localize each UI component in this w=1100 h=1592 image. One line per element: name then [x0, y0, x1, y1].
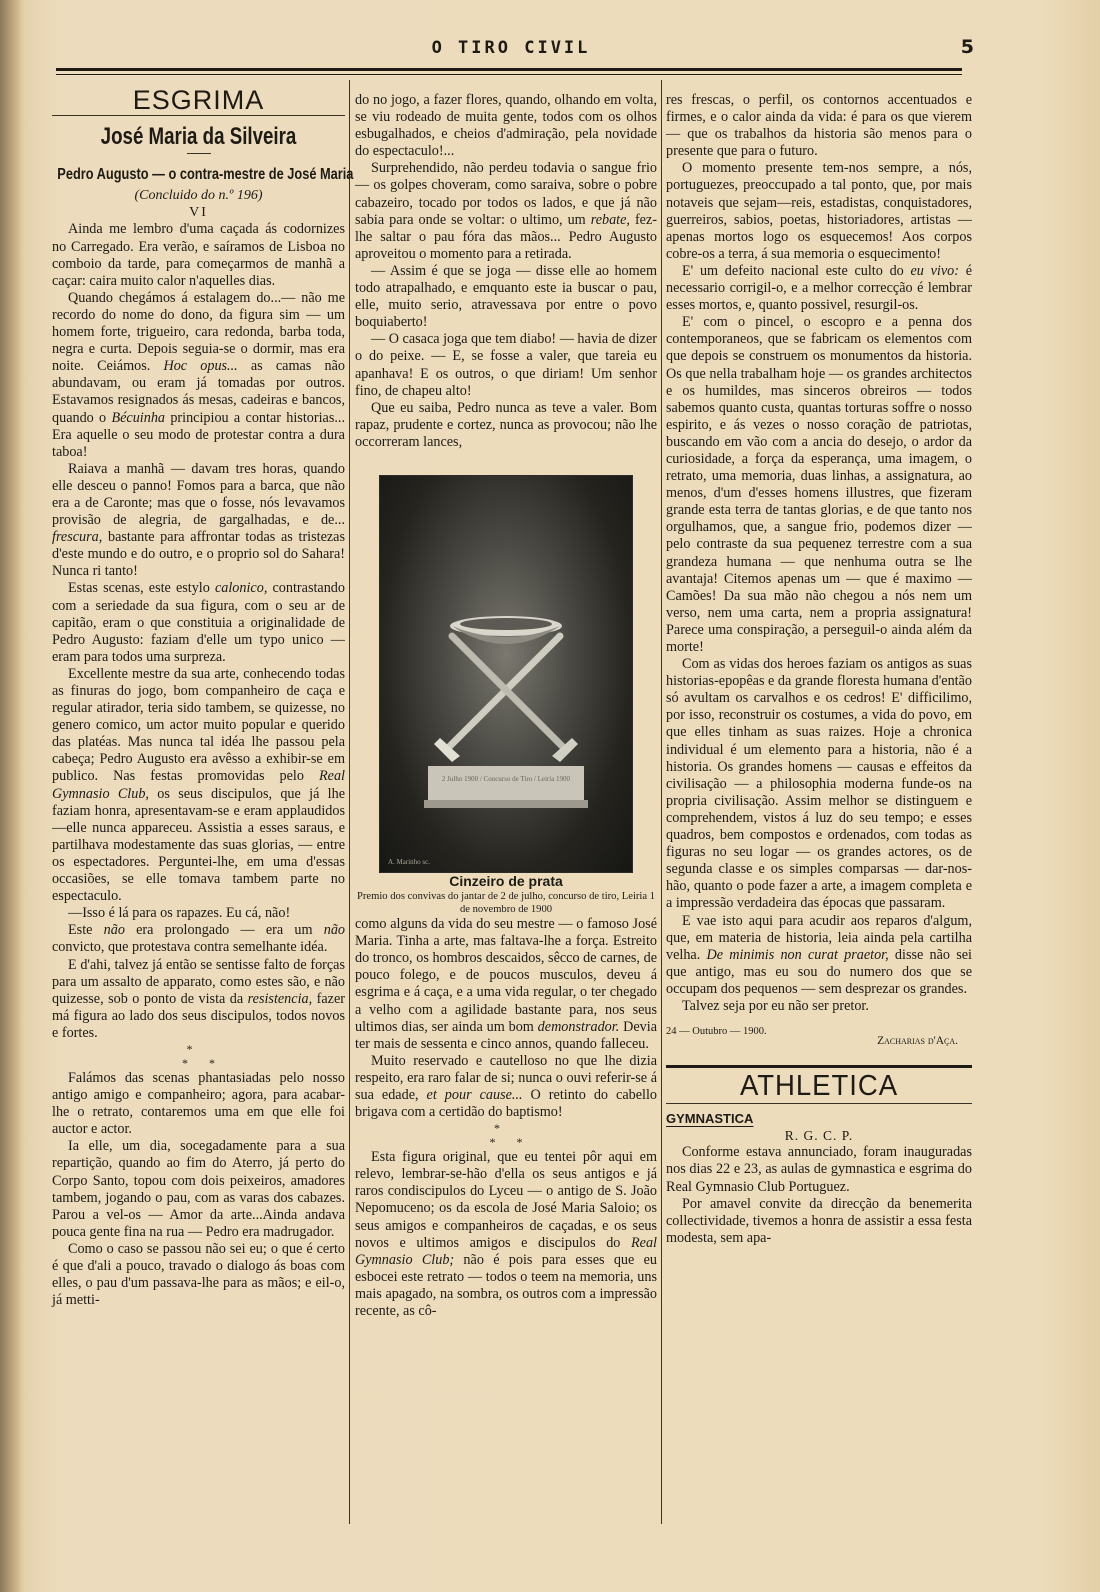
paragraph: Como o caso se passou não sei eu; o que é certo é que d'ali a pouco, travado o dialogo ás boas com elles, o pau d'um passava-lhe para as mãos; e eil-o, já metti-	[52, 1240, 345, 1309]
paragraph: Que eu saiba, Pedro nunca as teve a valer. Bom rapaz, prudente e cortez, nunca as provocou; não lhe occorreram lances,	[355, 399, 657, 450]
header-rule-thin	[56, 74, 962, 75]
paragraph: Ainda me lembro d'uma caçada ás codornizes no Carregado. Era verão, e saíramos de Lisboa no comboio da tarde, para começarmos de manhã a caçar: caira muito calor n'aquelles dias.	[52, 221, 345, 289]
paragraph: — Assim é que se joga — disse elle ao homem todo atrapalhado, e emquanto este ia buscar o pau, elle, muito serio, atravessava por entre o povo boquiaberto!	[355, 262, 657, 331]
silver-ashtray-illustration	[380, 476, 632, 872]
paragraph: E' com o pincel, o escopro e a penna dos contemporaneos, que se fabricam os elementos com que depois se construem os monumentos da historia. Os que nella trabalham hoje — os grandes architectos e os humildes, mas sinceros obreiros — todos sabemos quanto custa, quantas torturas soffre o nosso espirito, e ás vezes o nosso coração de patriotas, buscando em vão com a ancia do desejo, o ardor da curiosidade, a força da esperança, uma imagem, o retrato, uma memoria, duas linhas, a assignatura, ao menos, d'um d'esses homens illustres, que fizeram grande esta terra de tantas glorias, e de que tanto nos orgulhamos, que, a sangue frio, podemos dizer — pelo contraste da sua pequenez terrestre com a sua grandeza humana — que nenhuma outra se lhe avantaja! Citemos apenas um — que é maximo — Camões! Da sua mão não chegou a nós nem um verso, nem uma carta, nem a propria assignatura! Parece uma conspiração, a perseguil-o ainda além da morte!	[666, 314, 972, 655]
ashtray-plinth	[424, 800, 588, 808]
paragraph: Raiava a manhã — davam tres horas, quando elle desceu o panno! Fomos para a barca, que não era a de Caronte; mas que o fosse, nós levavamos provisão de alegria, de gargalhadas, e de... frescura, bastante para affrontar todas as tristezas d'este mundo e do outro, e o proprio sol do Sahara! Nunca ri tanto!	[52, 460, 345, 580]
paragraph: Falámos das scenas phantasiadas pelo nosso antigo amigo e companheiro; agora, para acabar-lhe o retrato, contaremos uma em que elle foi auctor e actor.	[52, 1069, 345, 1138]
paragraph: do no jogo, a fazer flores, quando, olhando em volta, se viu rodeado de muita gente, todos com os olhos esbugalhados, e cheios d'admiração, pela novidade do espectaculo!...	[355, 92, 657, 160]
paragraph: Muito reservado e cautelloso no que lhe dizia respeito, era raro falar de si; nunca o ouvi referir-se á sua edade, et pour cause... O retinto do cabello brigava com a certidão do baptismo!	[355, 1052, 657, 1121]
column-divider-1	[349, 80, 350, 1524]
paragraph: — O casaca joga que tem diabo! — havia de dizer o do peixe. — E, se fosse a valer, que tareia eu apanhava! E os outros, o que diriam! Um senhor fino, de chapeu alto!	[355, 331, 657, 399]
section-break-asterisks: * * *	[489, 1121, 523, 1150]
article-author: Zacharias d'Aça.	[877, 1035, 958, 1048]
column-1	[52, 85, 354, 1309]
paragraph: E d'ahi, talvez já então se sentisse falto de forças para um assalto de apparato, como estes são, e não quizesse, sob o ponto de vista da resistencia, fazer má figura ao lado dos seus discipulos, todos novos e fortes.	[52, 956, 345, 1041]
section-title-esgrima: ESGRIMA	[132, 85, 265, 115]
article-signoff	[666, 1021, 972, 1051]
chapter-number: VI	[189, 205, 208, 221]
plaque-text: 2 Julho 1900 / Concurso de Tiro / Leiria 1900	[441, 774, 571, 783]
paragraph: como alguns da vida do seu mestre — o famoso José Maria. Tinha a arte, mas faltava-lhe a força. Estreito do tronco, os hombros descaidos, sêcco de carnes, de pouco folego, e de poucos musculos, deveu á esgrima e á caça, e a uma vida regular, o ter chegado a velho com a agilidade bastante para, nos seus ultimos dias, ser ainda um bom demonstrador. Devia ter mais de sessenta e cinco annos, quando falleceu.	[355, 916, 657, 1052]
divider	[666, 1103, 972, 1104]
header-rule	[56, 68, 962, 71]
ashtray-base	[428, 766, 584, 802]
ashtray-photograph	[379, 475, 633, 873]
column-divider-2	[661, 80, 662, 1524]
section-title-athletica: ATHLETICA	[739, 1070, 899, 1103]
paragraph: res frescas, o perfil, os contornos accentuados e firmes, e o calor ainda da vida: é para os que vierem — que os trabalhos da historia são menos para o presente que para o futuro.	[666, 92, 972, 160]
article-title: José Maria da Silveira	[100, 123, 297, 151]
paragraph: O momento presente tem-nos sempre, a nós, portuguezes, preoccupado a tal ponto, que, por mais notaveis que sejam—reis, estadistas, conquistadores, guerreiros, sabios, poetas, historiadores, artistas — apenas mortos logo os esquecemos! Aos corpos cobre-os a terra, á sua memoria o esquecimento!	[666, 160, 972, 262]
continued-note: (Concluido do n.º 196)	[134, 188, 263, 204]
paragraph: Este não era prolongado — era um não convicto, que protestava contra semelhante idéa.	[52, 922, 345, 956]
paragraph: E' um defeito nacional este culto do eu vivo: é necessario corrigil-o, e a melhor correcção é lembrar esses mortos, e, quanto possivel, resurgil-os.	[666, 262, 972, 314]
section-break-asterisks: * * *	[182, 1041, 215, 1070]
paragraph: Com as vidas dos heroes faziam os antigos as suas historias-epopêas e da grande floresta humana d'então só avultam os carvalhos e os cedros! E' difficilimo, por isso, reconstruir os costumes, a vida do povo, em que elles tinham as suas raizes. Hoje a chronica individual é um elemento para a historia, não é a historia. Os grandes homens — causas e effeitos da civilisação — a philosophia moderna funde-os na propria civilisação. Assim melhor se distinguem e comprehendem, vistos á luz do seu tempo; e esses quadros, bem compostos e ordenados, com todas as figuras no seu logar — os grandes actores, os de segunda classe e os simples comparsas — dar-nos-hão, quanto o pode fazer a arte, a imagem completa e a impressão verdadeira das épocas que passaram.	[666, 656, 972, 912]
paragraph: Ia elle, um dia, socegadamente para a sua repartição, quando ao fim do Aterro, já perto do Corpo Santo, topou com dois peixeiros, amadores tambem, jogando o pau, com as varas dos cabazes. Parou a vel-os — Amor da arte...Ainda andava pouca gente fina na rua — Pedro era madrugador.	[52, 1138, 345, 1240]
paragraph: Excellente mestre da sua arte, conhecendo todas as finuras do jogo, bom companheiro de caça e regular atirador, teria sido tambem, se quizesse, no genero comico, um actor muito popular e querido das platéas. Mas nunca tal idéa lhe passou pela cabeça; Pedro Augusto era avêsso a exhibir-se em publico. Nas festas promovidas pelo Real Gymnasio Club, os seus discipulos, que já lhe faziam honra, apresentavam-se e eram applaudidos —elle nunca appareceu. Assistia a esses saraus, e partilhava modestamente das suas glorias, — entre os espectadores. Perguntei-lhe, em uma d'essas occasiões, se elle tomava tambem parte no espectaculo.	[52, 665, 345, 905]
paragraph: E vae isto aqui para acudir aos reparos d'algum, que, em materia de historia, leia ainda pela cartilha velha. De minimis non curat praetor, disse não sei que antigo, mas eu sou do numero dos que se occupam dos pequenos — sem desprezar os grandes.	[666, 912, 972, 997]
paragraph: Conforme estava annunciado, foram inauguradas nos dias 22 e 23, as aulas de gymnastica e esgrima do Real Gymnasio Club Portuguez.	[666, 1144, 972, 1195]
masthead-title: O TIRO CIVIL	[431, 38, 591, 58]
paragraph: Por amavel convite da direcção da benemerita collectividade, tivemos a honra de assistir a essa festa modesta, sem apa-	[666, 1195, 972, 1246]
subsection-kicker: GYMNASTICA	[666, 1111, 754, 1127]
paragraph: —Isso é lá para os rapazes. Eu cá, não!	[68, 905, 291, 922]
paragraph: Surprehendido, não perdeu todavia o sangue frio — os golpes choveram, como saraiva, sobre o pobre cabazeiro, tocado por todos os lados, e que já não sabia para onde se voltar: o ultimo, um rebate, fez-lhe saltar o pau fóra das mãos... Pedro Augusto aproveitou o momento para a retirada.	[355, 160, 657, 262]
paragraph: Quando chegámos á estalagem do...— não me recordo do nome do dono, da figura sim — um homem forte, trigueiro, cara redonda, barba toda, negra e curta. Depois seguia-se o dormir, mas era noite. Ceiámos. Hoc opus... as camas não abundavam, ou eram já tomadas por outros. Estavamos resignados ás mesas, cadeiras e bancos, quando o Bécuinha principiou a contar historias... Era aquelle o seu modo de protestar contra a dura taboa!	[52, 289, 345, 460]
page-spine-shadow	[0, 0, 22, 1592]
column-2	[355, 92, 657, 1320]
section-rule	[666, 1065, 972, 1068]
page-number: 5	[960, 36, 974, 58]
article-subtitle: Pedro Augusto — o contra-mestre de José Maria	[57, 166, 354, 184]
column-3	[666, 92, 972, 1247]
divider	[187, 153, 211, 154]
figure-caption: Premio dos convivas do jantar de 2 de julho, concurso de tiro, Leiria 1 de novembro de 1900	[356, 891, 656, 916]
paragraph: Estas scenas, este estylo calonico, contrastando com a seriedade da sua figura, com o seu ar de capitão, eram o que constituia a originalidade de Pedro Augusto: faziam d'elle um typo unico — eram para todos uma surpreza.	[52, 580, 345, 665]
organization-initials: R. G. C. P.	[784, 1128, 854, 1144]
figure-caption-title: Cinzeiro de prata	[449, 872, 563, 889]
paragraph: Talvez seja por eu não ser pretor.	[682, 997, 869, 1014]
paragraph: Esta figura original, que eu tentei pôr aqui em relevo, lembrar-se-hão d'ella os seus antigos e já raros condiscipulos do Lyceu — o antigo de S. João Nepomuceno; os da escola de José Maria Saloio; os seus amigos e companheiros de caçadas, e os seus novos e ultimos amigos e discipulos do Real Gymnasio Club; não é pois para esses que eu esbocei este retrato — todos o teem na memoria, uns mais apagado, na sombra, os outros com a impressão recente, as cô-	[355, 1149, 657, 1320]
page-header	[56, 36, 974, 62]
ashtray-bowl-inner	[460, 618, 552, 630]
engraver-signature: A. Marinho sc.	[388, 857, 430, 866]
divider	[52, 115, 345, 116]
article-date: 24 — Outubro — 1900.	[666, 1026, 767, 1038]
